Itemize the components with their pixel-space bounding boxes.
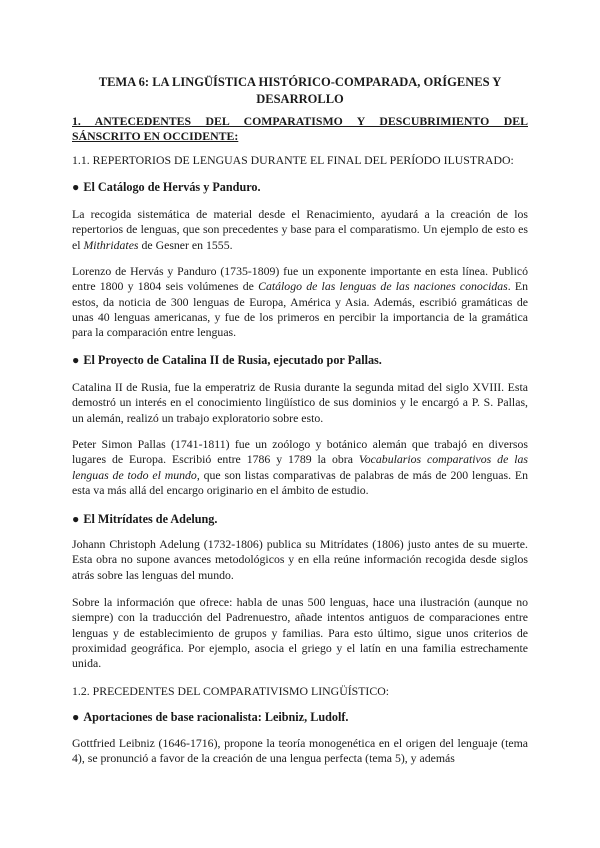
document-title: TEMA 6: LA LINGÜÍSTICA HISTÓRICO-COMPARADA, ORÍGENES Y DESARROLLO bbox=[98, 75, 502, 106]
paragraph bbox=[72, 207, 528, 253]
bullet-icon: ● bbox=[72, 353, 80, 367]
heading-text: El Mitrídates de Adelung. bbox=[83, 512, 218, 526]
paragraph bbox=[72, 380, 528, 426]
paragraph-text: La recogida sistemática de material desde el Renacimiento, ayudará a la creación de los repertorios de lenguas, que son precedentes y base para el comparatismo. Un ejemplo de esto es el bbox=[72, 207, 528, 252]
bullet-heading-catalina bbox=[72, 353, 528, 368]
paragraph-text: de Gesner en 1555. bbox=[138, 237, 233, 252]
paragraph bbox=[72, 437, 528, 498]
bullet-heading-mitridates bbox=[72, 512, 528, 527]
paragraph-text: Johann Christoph Adelung (1732-1806) publica su Mitrídates (1806) justo antes de su muerte. Esta obra no supone avances metodológicos y en ella reúne información recogida desde siglos atrás sobre las lenguas del mundo. bbox=[72, 537, 528, 582]
bullet-heading-leibniz bbox=[72, 710, 528, 725]
bullet-heading-hervas bbox=[72, 180, 528, 195]
heading-text: El Catálogo de Hervás y Panduro. bbox=[83, 180, 261, 194]
bullet-icon: ● bbox=[72, 180, 80, 194]
bullet-icon: ● bbox=[72, 512, 80, 526]
paragraph-text: . En estos, da noticia de 300 lenguas de Europa, América y Asia. Además, escribió gramáticas de unas 40 lenguas americanas, y fue de los primeros en percibir la importancia de la gramática para la comparación entre lenguas. bbox=[72, 279, 528, 340]
heading-text: El Proyecto de Catalina II de Rusia, ejecutado por Pallas. bbox=[83, 353, 382, 367]
subsection-heading: 1.2. PRECEDENTES DEL COMPARATIVISMO LINGÜÍSTICO: bbox=[72, 684, 390, 698]
section-heading: 1. ANTECEDENTES DEL COMPARATISMO Y DESCUBRIMIENTO DEL SÁNSCRITO EN OCCIDENTE: bbox=[72, 114, 528, 143]
paragraph bbox=[72, 736, 528, 767]
paragraph-text: Lorenzo de Hervás y Panduro (1735-1809) fue un exponente importante en esta línea. Publicó entre 1800 y 1804 seis volúmenes de bbox=[72, 264, 528, 294]
paragraph-text: Catalina II de Rusia, fue la emperatriz de Rusia durante la segunda mitad del siglo XVIII. Esta demostró un interés en el conocimiento lingüístico de sus dominios y le encargó a P. S. Pallas, un alemán, realizó un trabajo exploratorio sobre esto. bbox=[72, 380, 528, 425]
italic-title: Catálogo de las lenguas de las naciones conocidas bbox=[258, 279, 508, 294]
paragraph-text: Gottfried Leibniz (1646-1716), propone la teoría monogenética en el origen del lenguaje (tema 4), se pronunció a favor de la creación de una lengua perfecta (tema 5), y además bbox=[72, 736, 528, 766]
paragraph-text: Sobre la información que ofrece: habla de unas 500 lenguas, hace una ilustración (aunque no siempre) con la traducción del Padrenuestro, añade intentos antiguos de comparaciones entre lenguas y de establecimiento de grupos y familias. Para esto último, sigue unos criterios de proximidad geográfica. Por ejemplo, asocia el griego y el latín en una familia estrechamente unida. bbox=[72, 595, 528, 671]
paragraph bbox=[72, 537, 528, 583]
bullet-icon: ● bbox=[72, 710, 80, 724]
italic-title: Mithridates bbox=[83, 237, 139, 252]
subsection-heading: 1.1. REPERTORIOS DE LENGUAS DURANTE EL FINAL DEL PERÍODO ILUSTRADO: bbox=[72, 153, 514, 167]
paragraph-text: Peter Simon Pallas (1741-1811) fue un zoólogo y botánico alemán que trabajó en diversos lugares de Europa. Escribió entre 1786 y 1789 la obra bbox=[72, 437, 528, 467]
italic-title: Vocabularios comparativos de las lenguas de todo el mundo bbox=[72, 452, 528, 482]
paragraph bbox=[72, 595, 528, 671]
paragraph-text: , que son listas comparativas de palabras de más de 200 lenguas. En esta va más allá del encargo originario en el ámbito de estudio. bbox=[72, 467, 528, 497]
heading-text: Aportaciones de base racionalista: Leibniz, Ludolf. bbox=[83, 710, 349, 724]
paragraph bbox=[72, 264, 528, 340]
